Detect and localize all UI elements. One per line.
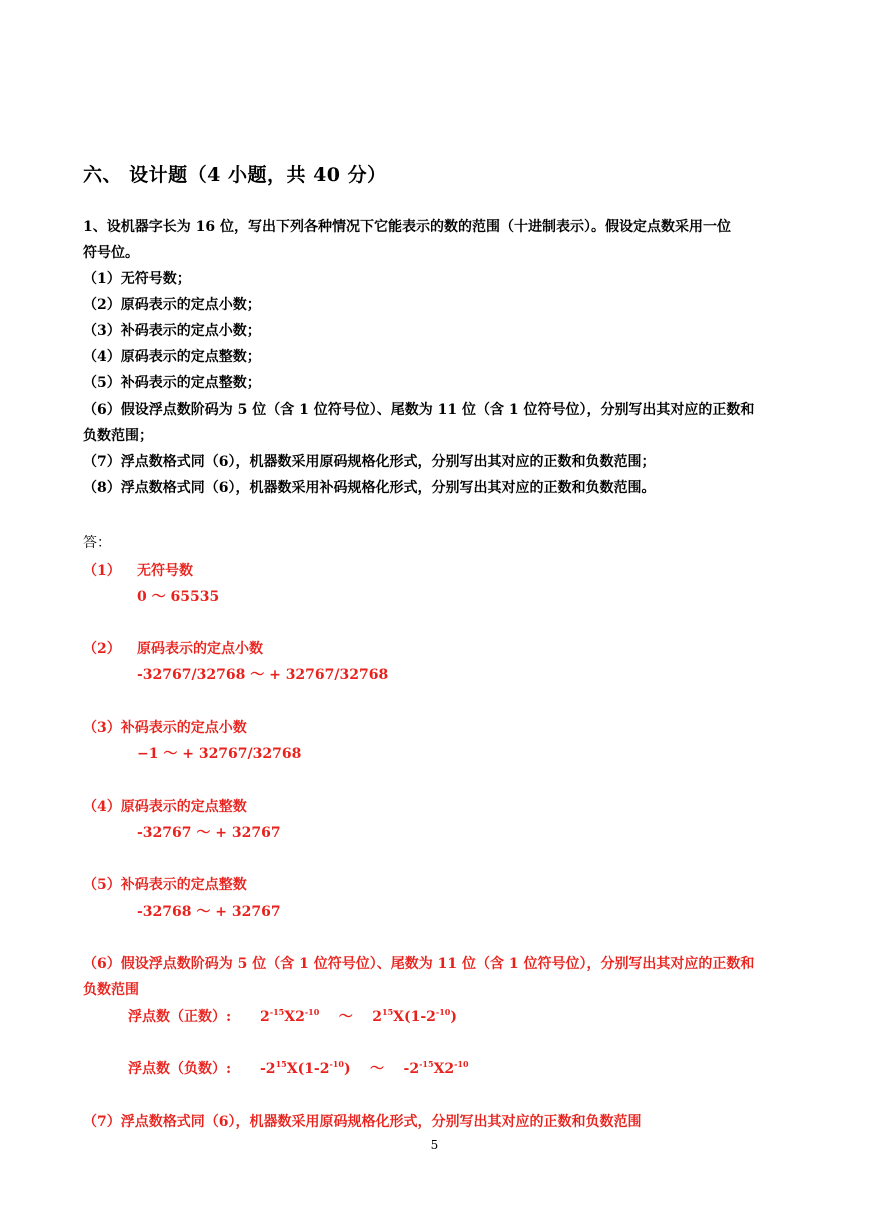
question-item-6-line1: （6）假设浮点数阶码为 5 位（含 1 位符号位）、尾数为 11 位（含 1 位符号位），分别写出其对应的正数和 bbox=[83, 402, 755, 418]
answer-5-title: （5）补码表示的定点整数 bbox=[83, 877, 247, 893]
answer-label: 答： bbox=[83, 535, 111, 551]
answer-2-num: （2） bbox=[83, 641, 121, 657]
answer-6-positive-label: 浮点数（正数）: bbox=[128, 1009, 232, 1025]
answer-3-title: （3）补码表示的定点小数 bbox=[83, 720, 247, 736]
answer-6-line1: （6）假设浮点数阶码为 5 位（含 1 位符号位）、尾数为 11 位（含 1 位符号位），分别写出其对应的正数和 bbox=[83, 956, 755, 972]
question-item-2: （2）原码表示的定点小数； bbox=[83, 297, 261, 313]
question-item-4: （4）原码表示的定点整数； bbox=[83, 349, 261, 365]
answer-1-num: （1） bbox=[83, 563, 121, 579]
answer-7-title: （7）浮点数格式同（6），机器数采用原码规格化形式，分别写出其对应的正数和负数范围 bbox=[83, 1114, 642, 1130]
answer-2-title: 原码表示的定点小数 bbox=[137, 641, 263, 657]
question-item-5: （5）补码表示的定点整数； bbox=[83, 375, 261, 391]
answer-6-negative-range: $-2^{15}X(1-2^{-10})$ ～ $-2^{-15}X2^{-10}$ bbox=[260, 1059, 469, 1077]
answer-2-range: -32767/32768 ～ + 32767/32768 bbox=[137, 667, 389, 683]
answer-5-range: -32768 ～ + 32767 bbox=[137, 904, 281, 920]
question-item-3: （3）补码表示的定点小数； bbox=[83, 323, 261, 339]
answer-4-range: -32767 ～ + 32767 bbox=[137, 825, 281, 841]
answer-1-title: 无符号数 bbox=[137, 563, 193, 579]
question-intro-line2: 符号位。 bbox=[83, 245, 139, 261]
answer-6-positive-range: $2^{-15}X2^{-10}$ ～ $2^{15}X(1-2^{-10})$ bbox=[260, 1007, 457, 1025]
page-number: 5 bbox=[430, 1138, 439, 1152]
question-item-7: （7）浮点数格式同（6），机器数采用原码规格化形式，分别写出其对应的正数和负数范围； bbox=[83, 454, 656, 470]
answer-4-title: （4）原码表示的定点整数 bbox=[83, 799, 247, 815]
section-title: 六、 设计题（4 小题，共 40 分） bbox=[83, 164, 387, 186]
answer-6-negative-label: 浮点数（负数）: bbox=[128, 1061, 232, 1077]
answer-6-line2: 负数范围 bbox=[83, 982, 139, 998]
answer-3-range: −1 ～ + 32767/32768 bbox=[137, 746, 302, 762]
question-item-1: （1）无符号数； bbox=[83, 271, 191, 287]
answer-1-range: 0 ～ 65535 bbox=[137, 589, 220, 605]
question-item-8: （8）浮点数格式同（6），机器数采用补码规格化形式，分别写出其对应的正数和负数范围。 bbox=[83, 480, 656, 496]
question-item-6-line2: 负数范围； bbox=[83, 428, 153, 444]
question-intro-line1: 1、设机器字长为 16 位，写出下列各种情况下它能表示的数的范围（十进制表示）。假设定点数采用一位 bbox=[83, 219, 731, 235]
